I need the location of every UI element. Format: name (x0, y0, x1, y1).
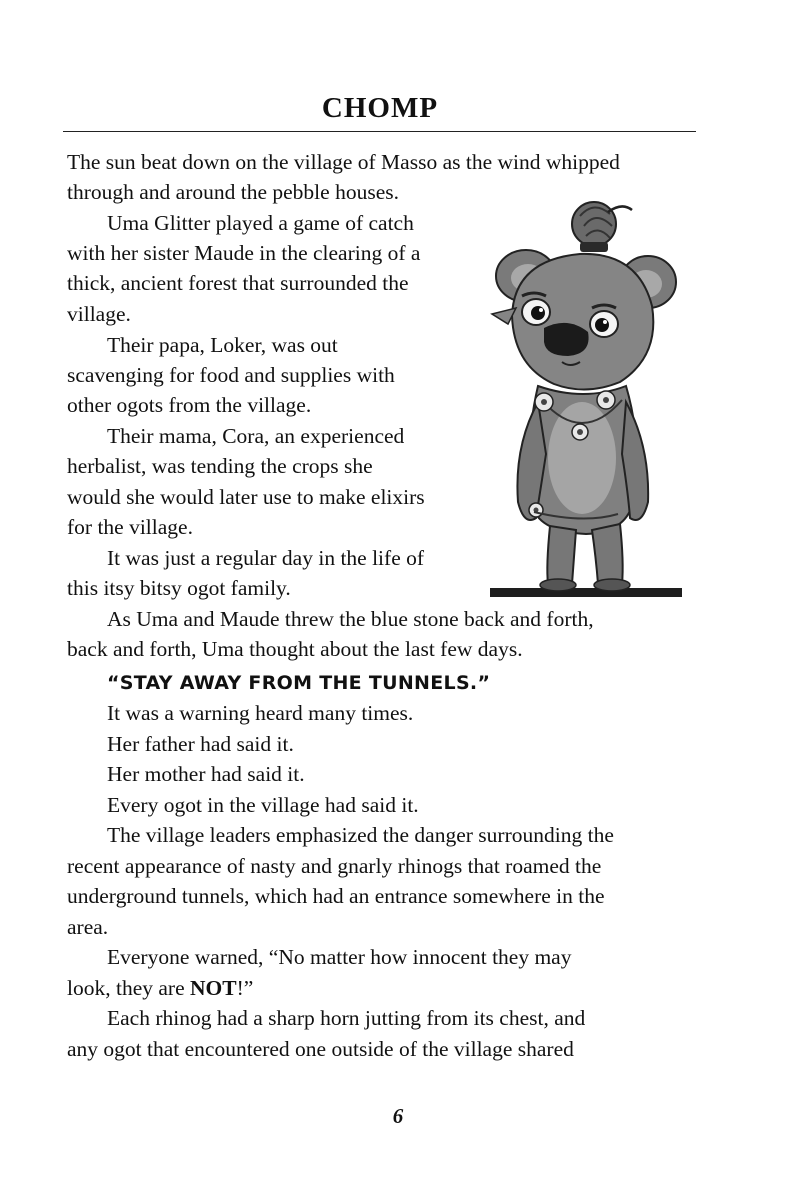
text-line (67, 973, 253, 1003)
text-line: Her mother had said it. (107, 762, 305, 786)
text-line: this itsy bitsy ogot family. (67, 576, 291, 600)
text-line: It was a warning heard many times. (107, 701, 414, 725)
page-number: 6 (392, 1104, 404, 1128)
text-line: back and forth, Uma thought about the last few days. (67, 637, 523, 661)
text-line: herbalist, was tending the crops she (67, 454, 373, 478)
text-line: Each rhinog had a sharp horn jutting from its chest, and (107, 1006, 586, 1030)
text-line: As Uma and Maude threw the blue stone back and forth, (107, 607, 594, 631)
emphasis-not: NOT (190, 976, 237, 1000)
ogot-character-illustration (488, 196, 684, 606)
text-line: village. (67, 302, 131, 326)
chapter-title: CHOMP (321, 92, 439, 124)
text-line: Her father had said it. (107, 732, 294, 756)
text-line: any ogot that encountered one outside of the village shared (67, 1037, 574, 1061)
text-line: would she would later use to make elixirs (67, 485, 425, 509)
text-line: thick, ancient forest that surrounded the (67, 271, 409, 295)
ogot-character-icon (490, 202, 682, 597)
text-segment: !” (236, 976, 254, 1000)
text-line: scavenging for food and supplies with (67, 363, 395, 387)
text-line: Every ogot in the village had said it. (107, 793, 419, 817)
text-line: The village leaders emphasized the danger surrounding the (107, 823, 614, 847)
text-line: through and around the pebble houses. (67, 180, 399, 204)
text-line: Their mama, Cora, an experienced (107, 424, 405, 448)
text-line: other ogots from the village. (67, 393, 312, 417)
text-line: Uma Glitter played a game of catch (107, 211, 414, 235)
text-line: Everyone warned, “No matter how innocent they may (107, 945, 572, 969)
text-line: for the village. (67, 515, 193, 539)
text-segment: look, they are (67, 976, 190, 1000)
text-line: It was just a regular day in the life of (107, 546, 425, 570)
warning-heading: “STAY AWAY FROM THE TUNNELS.” (107, 672, 491, 694)
text-line: area. (67, 915, 109, 939)
text-line: The sun beat down on the village of Masso as the wind whipped (67, 150, 620, 174)
title-divider (63, 131, 696, 132)
text-line: underground tunnels, which had an entrance somewhere in the (67, 884, 605, 908)
text-line: with her sister Maude in the clearing of a (67, 241, 421, 265)
text-line: Their papa, Loker, was out (107, 333, 338, 357)
text-line: recent appearance of nasty and gnarly rhinogs that roamed the (67, 854, 602, 878)
